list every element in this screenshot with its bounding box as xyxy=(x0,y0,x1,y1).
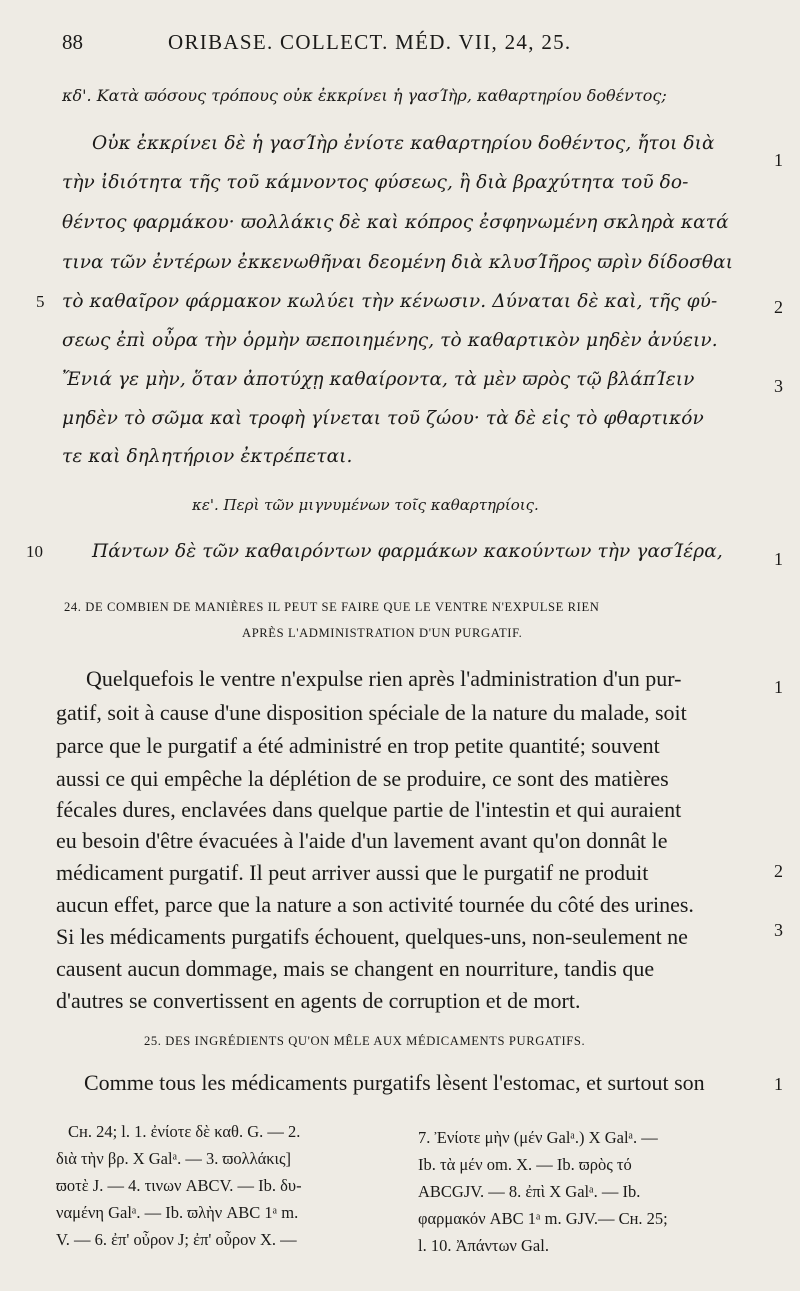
running-title: ORIBASE. COLLECT. MÉD. VII, 24, 25. xyxy=(168,30,572,54)
greek-line: τὸ καθαῖρον φάρμακον κωλύει τὴν κένωσιν. Δύναται δὲ καὶ, τῆς φύ- xyxy=(62,291,718,312)
greek-line: τε καὶ δηλητήριον ἐκτρέπεται. xyxy=(62,446,353,467)
paragraph-marker: 1 xyxy=(774,549,783,569)
french-line: causent aucun dommage, mais se changent en nourriture, tandis que xyxy=(56,956,655,981)
french-chapter-25-title: 25. DES INGRÉDIENTS QU'ON MÊLE AUX MÉDICAMENTS PURGATIFS. xyxy=(144,1034,586,1048)
greek-line: τὴν ἰδιότητα τῆς τοῦ κάμνοντος φύσεως, ἢ διὰ βραχύτητα τοῦ δο- xyxy=(62,172,689,193)
greek-chapter-25-title: κε'. Περὶ τῶν μιγνυμένων τοῖς καθαρτηρίοις. xyxy=(192,496,539,514)
french-line: fécales dures, enclavées dans quelque partie de l'intestin et qui auraient xyxy=(56,797,682,822)
footnote-line: 7. Ἐνίοτε μὴν (μέν Galᵃ.) X Galᵃ. — xyxy=(418,1128,658,1147)
greek-line: μηδὲν τὸ σῶμα καὶ τροφὴ γίνεται τοῦ ζώου· τὰ δὲ εἰς τὸ φθαρτικόν xyxy=(62,408,704,429)
greek-line: τινα τῶν ἐντέρων ἐκκενωθῆναι δεομένη διὰ κλυσΊῆρος ϖρὶν δίδοσθαι xyxy=(62,252,734,273)
french-line: aucun effet, parce que la nature a son activité tournée du côté des urines. xyxy=(56,892,694,917)
page-header xyxy=(62,30,742,60)
footnote-line: ABCGJV. — 8. ἐπὶ X Galᵃ. — Ib. xyxy=(418,1182,641,1201)
french-chapter-24-title: 24. DE COMBIEN DE MANIÈRES IL PEUT SE FAIRE QUE LE VENTRE N'EXPULSE RIEN xyxy=(64,600,600,614)
line-number-5: 5 xyxy=(36,292,45,311)
paragraph-marker: 3 xyxy=(774,920,783,940)
paragraph-marker: 2 xyxy=(774,861,783,881)
french-line: parce que le purgatif a été administré en trop petite quantité; souvent xyxy=(56,733,660,758)
greek-line: Ἔνιά γε μὴν, ὅταν ἀποτύχῃ καθαίροντα, τὰ μὲν ϖρὸς τῷ βλάπΊειν xyxy=(62,369,695,390)
french-line: Comme tous les médicaments purgatifs lèsent l'estomac, et surtout son xyxy=(84,1070,705,1095)
french-line: Si les médicaments purgatifs échouent, quelques-uns, non-seulement ne xyxy=(56,924,688,949)
paragraph-marker: 1 xyxy=(774,1074,783,1094)
greek-line: Πάντων δὲ τῶν καθαιρόντων φαρμάκων κακούντων τὴν γασΊέρα, xyxy=(92,541,723,562)
footnote-line: διὰ τὴν βρ. X Galᵃ. — 3. ϖολλάκις] xyxy=(56,1149,291,1168)
french-line: médicament purgatif. Il peut arriver aussi que le purgatif ne produit xyxy=(56,860,649,885)
french-line: d'autres se convertissent en agents de corruption et de mort. xyxy=(56,988,581,1013)
footnote-line: φαρμακόν ABC 1ᵃ m. GJV.— Cʜ. 25; xyxy=(418,1209,668,1228)
footnote-line: V. — 6. ἐπ' οὖρον J; ἐπ' οὖρον X. — xyxy=(56,1230,297,1249)
greek-chapter-24-title: κδ'. Κατὰ ϖόσους τρόπους οὐκ ἐκκρίνει ἡ γασΊὴρ, καθαρτηρίου δοθέντος; xyxy=(62,86,667,105)
paragraph-marker: 3 xyxy=(774,376,783,396)
page-number: 88 xyxy=(62,30,83,54)
paragraph-marker: 1 xyxy=(774,150,783,170)
footnote-line: Ib. τὰ μέν om. X. — Ib. ϖρὸς τό xyxy=(418,1155,632,1174)
french-line: Quelquefois le ventre n'expulse rien après l'administration d'un pur- xyxy=(86,666,682,691)
french-line: aussi ce qui empêche la déplétion de se produire, ce sont des matières xyxy=(56,766,669,791)
footnote-line: l. 10. Ἀπάντων Gal. xyxy=(418,1236,549,1255)
greek-line: σεως ἐπὶ οὖρα τὴν ὁρμὴν ϖεποιημένης, τὸ καθαρτικὸν μηδὲν ἀνύειν. xyxy=(62,330,718,351)
line-number-10: 10 xyxy=(26,542,43,561)
paragraph-marker: 2 xyxy=(774,297,783,317)
paragraph-marker: 1 xyxy=(774,677,783,697)
greek-line: θέντος φαρμάκου· ϖολλάκις δὲ καὶ κόπρος ἐσφηνωμένη σκληρὰ κατά xyxy=(62,212,729,233)
french-line: gatif, soit à cause d'une disposition spéciale de la nature du malade, soit xyxy=(56,700,687,725)
footnote-line: ϖοτὲ J. — 4. τινων ABCV. — Ib. δυ- xyxy=(56,1176,302,1195)
footnote-line: Cʜ. 24; l. 1. ἐνίοτε δὲ καθ. G. — 2. xyxy=(68,1122,301,1141)
footnote-line: ναμένη Galᵃ. — Ib. ϖλὴν ABC 1ᵃ m. xyxy=(56,1203,299,1222)
greek-line: Οὐκ ἐκκρίνει δὲ ἡ γασΊὴρ ἐνίοτε καθαρτηρίου δοθέντος, ἤτοι διὰ xyxy=(92,133,715,154)
french-chapter-24-title-cont: APRÈS L'ADMINISTRATION D'UN PURGATIF. xyxy=(242,626,523,640)
french-line: eu besoin d'être évacuées à l'aide d'un lavement avant qu'on donnât le xyxy=(56,828,668,853)
